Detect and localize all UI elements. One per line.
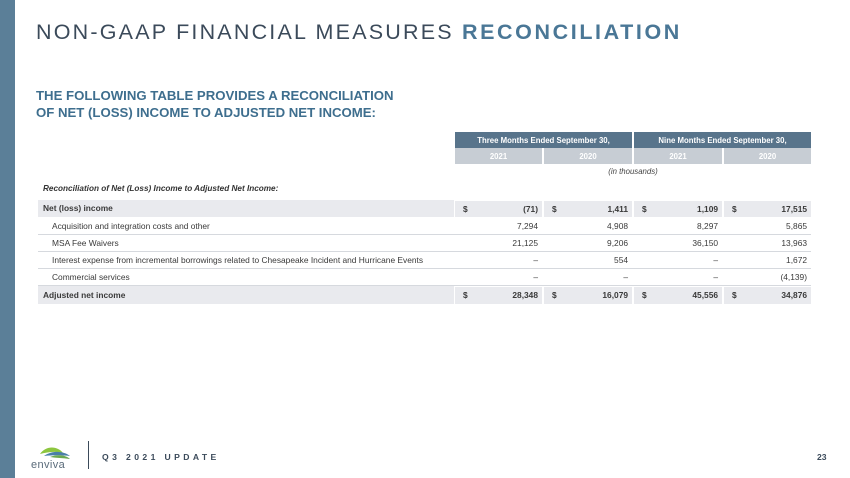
section-label: Reconciliation of Net (Loss) Income to Adjusted Net Income:	[43, 184, 279, 194]
cell-value: 554	[544, 252, 632, 269]
row-label: Net (loss) income	[38, 199, 454, 218]
cell-value: 7,294	[455, 218, 542, 235]
cell-value: (4,139)	[724, 269, 811, 286]
currency-symbol: $	[724, 200, 750, 217]
year-header: 2021	[634, 148, 722, 164]
year-header-row	[38, 148, 811, 164]
currency-symbol: $	[634, 200, 664, 217]
cell-value: 36,150	[634, 235, 722, 252]
period-header-row	[38, 132, 811, 148]
table-row	[38, 218, 811, 235]
title-main: NON-GAAP FINANCIAL MEASURES	[36, 20, 462, 44]
currency-symbol: $	[634, 287, 660, 304]
nine-months-header: Nine Months Ended September 30,	[634, 132, 811, 148]
footer-label: Q3 2021 UPDATE	[102, 452, 220, 462]
cell-value: 1,109	[664, 200, 722, 217]
value-cell	[544, 199, 632, 218]
year-header: 2020	[544, 148, 632, 164]
value-cell	[724, 286, 811, 304]
units-row	[38, 164, 811, 179]
cell-value: (71)	[490, 200, 542, 217]
table-row	[38, 235, 811, 252]
brand-wordmark: enviva	[31, 459, 66, 471]
currency-symbol: $	[455, 200, 490, 217]
year-header: 2020	[724, 148, 811, 164]
cell-value: –	[634, 252, 722, 269]
value-cell	[455, 286, 542, 304]
cell-value: 9,206	[544, 235, 632, 252]
value-cell	[724, 199, 811, 218]
cell-value: 16,079	[570, 287, 632, 304]
cell-value: –	[455, 252, 542, 269]
cell-value: 13,963	[724, 235, 811, 252]
slide-title	[36, 20, 682, 45]
cell-value: 28,348	[481, 287, 542, 304]
section-row	[38, 179, 811, 199]
year-header: 2021	[455, 148, 542, 164]
row-label: Interest expense from incremental borrowings related to Chesapeake Incident and Hurricane Events	[38, 252, 454, 269]
currency-symbol: $	[724, 287, 750, 304]
cell-value: 4,908	[544, 218, 632, 235]
row-label: MSA Fee Waivers	[38, 235, 454, 252]
table-row	[38, 252, 811, 269]
table-row	[38, 269, 811, 286]
cell-value: –	[544, 269, 632, 286]
currency-symbol: $	[544, 287, 570, 304]
currency-symbol: $	[455, 287, 481, 304]
value-cell	[544, 286, 632, 304]
table-row	[38, 286, 811, 304]
left-accent-bar	[0, 0, 15, 478]
units-label: (in thousands)	[608, 167, 658, 176]
subtitle-line-1: THE FOLLOWING TABLE PROVIDES A RECONCILIATION	[36, 88, 394, 103]
subtitle-line-2: OF NET (LOSS) INCOME TO ADJUSTED NET INCOME:	[36, 105, 376, 120]
row-label: Commercial services	[38, 269, 454, 286]
page-number: 23	[817, 452, 827, 462]
footer-divider	[88, 441, 89, 469]
cell-value: 8,297	[634, 218, 722, 235]
cell-value: 1,411	[574, 200, 632, 217]
value-cell	[455, 199, 542, 218]
cell-value: –	[455, 269, 542, 286]
title-accent: RECONCILIATION	[461, 20, 682, 44]
cell-value: 1,672	[724, 252, 811, 269]
table-row	[38, 199, 811, 218]
cell-value: 17,515	[750, 200, 811, 217]
currency-symbol: $	[544, 200, 574, 217]
reconciliation-table	[38, 132, 811, 304]
cell-value: 5,865	[724, 218, 811, 235]
row-label: Acquisition and integration costs and other	[38, 218, 454, 235]
cell-value: 34,876	[750, 287, 811, 304]
cell-value: –	[634, 269, 722, 286]
three-months-header: Three Months Ended September 30,	[455, 132, 632, 148]
slide-subtitle	[36, 87, 456, 121]
value-cell	[634, 286, 722, 304]
cell-value: 45,556	[660, 287, 722, 304]
cell-value: 21,125	[455, 235, 542, 252]
row-label: Adjusted net income	[38, 286, 454, 304]
value-cell	[634, 199, 722, 218]
